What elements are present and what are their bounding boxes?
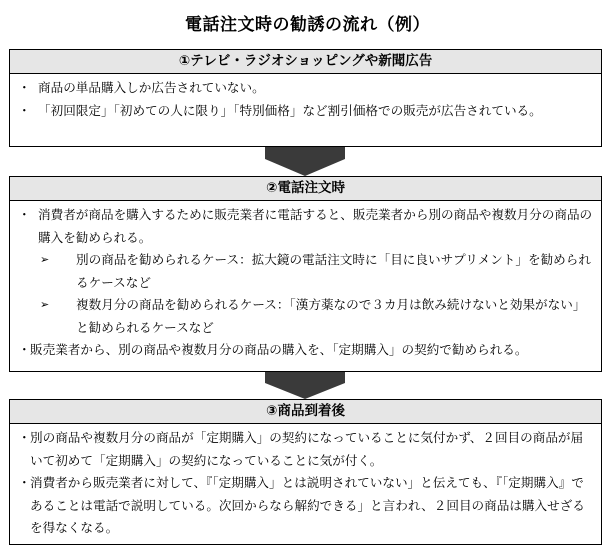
down-arrow-icon — [265, 372, 345, 399]
list-item — [18, 204, 593, 249]
section-body — [10, 201, 601, 362]
sub-item-text: 別の商品を勧められるケース：拡大鏡の電話注文時に「目に良いサプリメント」を勧められるケースなど — [76, 252, 591, 290]
item-text: 商品の単品購入しか広告されていない。 — [38, 80, 265, 95]
bullet-dot: ・ — [18, 80, 31, 95]
section-body — [10, 74, 601, 122]
item-text: 消費者が商品を購入するために販売業者に電話すると、販売業者から別の商品や複数月分の商品の購入を勧められる。 — [38, 207, 593, 245]
item-text: 販売業者から、別の商品や複数月分の商品の購入を、「定期購入」の契約で勧められる。 — [30, 342, 528, 357]
list-item — [18, 427, 593, 472]
section-heading: ②電話注文時 — [10, 177, 601, 201]
arrowhead-bullet-icon: ➢ — [40, 253, 50, 266]
item-text: 「初回限定」「初めての人に限り」「特別価格」など割引価格での販売が広告されている。 — [38, 102, 542, 118]
sub-item-text: 複数月分の商品を勧められるケース：「漢方薬なので３カ月は飲み続けないと効果がない」と勧められるケースなど — [76, 297, 586, 335]
sub-list-item — [18, 294, 593, 339]
down-arrow-icon — [265, 147, 345, 176]
list-item — [18, 100, 593, 123]
sub-list-item — [18, 249, 593, 294]
section-phone-order — [9, 176, 602, 372]
section-heading: ③商品到着後 — [10, 400, 601, 424]
arrowhead-bullet-icon: ➢ — [40, 298, 50, 311]
bullet-dot: ・ — [18, 475, 31, 490]
item-text: 消費者から販売業者に対して、『「定期購入」とは説明されていない」と伝えても、『「定期購入』であることは電話で説明している。次回からなら解約できる」と言われ、２回目の商品は購入せざるを得なくなる。 — [30, 475, 585, 535]
bullet-dot: ・ — [18, 430, 31, 445]
section-body — [10, 424, 601, 540]
bullet-dot: ・ — [18, 102, 31, 118]
section-tv-radio-ads — [9, 49, 602, 147]
item-text: 別の商品や複数月分の商品が「定期購入」の契約になっていることに気付かず、２回目の商品が届いて初めて「定期購入」の契約になっていることに気が付く。 — [30, 430, 584, 468]
bullet-dot: ・ — [18, 342, 31, 357]
list-item — [18, 472, 593, 540]
list-item — [18, 77, 593, 100]
list-item — [18, 339, 593, 362]
page-title: 電話注文時の勧誘の流れ（例） — [185, 15, 430, 35]
bullet-dot: ・ — [18, 207, 31, 222]
section-after-delivery — [9, 399, 602, 545]
section-heading: ①テレビ・ラジオショッピングや新聞広告 — [10, 50, 601, 74]
